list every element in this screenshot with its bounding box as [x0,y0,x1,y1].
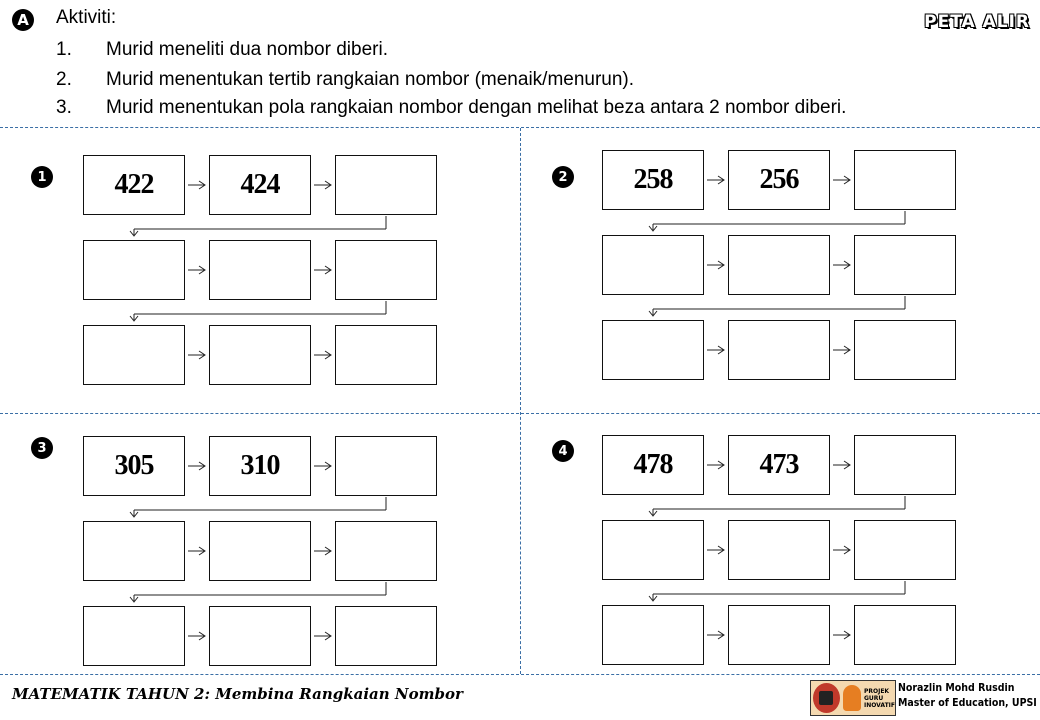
number-box[interactable] [83,521,185,581]
number-box[interactable] [335,521,437,581]
author-name: Norazlin Mohd Rusdin [898,682,1015,694]
number-box: 473 [728,435,830,495]
divider-vertical [520,128,521,674]
number-box[interactable] [335,155,437,215]
arrow-head [844,346,850,354]
number-box[interactable] [83,325,185,385]
arrow-head [718,461,724,469]
number-box[interactable] [209,325,311,385]
activity-badge: A [12,9,34,31]
arrow-head [844,546,850,554]
arrow-head [718,631,724,639]
arrow-head [844,261,850,269]
number-box: 422 [83,155,185,215]
arrow-head [844,176,850,184]
step-text: Murid menentukan pola rangkaian nombor dengan melihat beza antara 2 nombor diberi. [106,97,847,118]
arrow-head [718,346,724,354]
number-box[interactable] [728,605,830,665]
instruction-step [56,38,388,62]
panel-number-badge: 3 [31,437,53,459]
number-box[interactable] [602,235,704,295]
number-box: 256 [728,150,830,210]
arrow-head [199,547,205,555]
step-number: 3. [56,97,72,118]
arrow-head [130,597,138,602]
arrow-head [649,311,657,316]
arrow-head [649,511,657,516]
logo-emblem [813,683,840,713]
number-box: 424 [209,155,311,215]
flow-map-tag: PETA ALIR [924,12,1030,32]
arrow-head [718,176,724,184]
number-box[interactable] [602,520,704,580]
number-box[interactable] [209,240,311,300]
activity-title: Aktiviti: [56,7,117,28]
arrow-head [199,266,205,274]
number-box[interactable] [602,605,704,665]
instruction-step [56,96,846,120]
number-box[interactable] [335,240,437,300]
logo-figure [843,685,861,711]
number-box[interactable] [335,325,437,385]
step-text: Murid meneliti dua nombor diberi. [106,39,388,60]
number-box[interactable] [854,320,956,380]
number-box[interactable] [728,235,830,295]
number-box: 310 [209,436,311,496]
arrow-head [199,632,205,640]
project-logo [810,680,896,716]
arrow-head [844,631,850,639]
arrow-head [130,512,138,517]
arrow-head [199,181,205,189]
number-box[interactable] [335,436,437,496]
panel-number-badge: 2 [552,166,574,188]
logo-text: PROJEK GURU INOVATIF [863,687,895,709]
arrow-head [844,461,850,469]
number-box[interactable] [854,150,956,210]
number-box[interactable] [728,320,830,380]
arrow-head [325,632,331,640]
step-number: 2. [56,69,72,90]
author-credit [898,681,1037,711]
number-box: 478 [602,435,704,495]
number-box[interactable] [335,606,437,666]
number-box[interactable] [854,435,956,495]
arrow-head [199,351,205,359]
arrow-head [130,316,138,321]
arrow-head [718,261,724,269]
footer-title: MATEMATIK TAHUN 2: Membina Rangkaian Nombor [12,685,463,703]
arrow-head [649,226,657,231]
number-box[interactable] [83,240,185,300]
step-text: Murid menentukan tertib rangkaian nombor (menaik/menurun). [106,69,635,90]
arrow-head [325,547,331,555]
arrow-head [130,231,138,236]
step-number: 1. [56,39,72,60]
panel-number-badge: 4 [552,440,574,462]
number-box[interactable] [854,520,956,580]
arrow-head [718,546,724,554]
panel-number-badge: 1 [31,166,53,188]
number-box[interactable] [209,606,311,666]
number-box[interactable] [854,235,956,295]
instruction-step [56,68,634,92]
number-box[interactable] [854,605,956,665]
arrow-head [325,181,331,189]
arrow-head [325,266,331,274]
number-box[interactable] [602,320,704,380]
arrow-head [199,462,205,470]
number-box: 305 [83,436,185,496]
number-box[interactable] [728,520,830,580]
number-box: 258 [602,150,704,210]
number-box[interactable] [83,606,185,666]
arrow-head [325,462,331,470]
author-title: Master of Education, UPSI [898,697,1037,709]
number-box[interactable] [209,521,311,581]
divider-bottom [0,674,1040,675]
arrow-head [649,596,657,601]
arrow-head [325,351,331,359]
